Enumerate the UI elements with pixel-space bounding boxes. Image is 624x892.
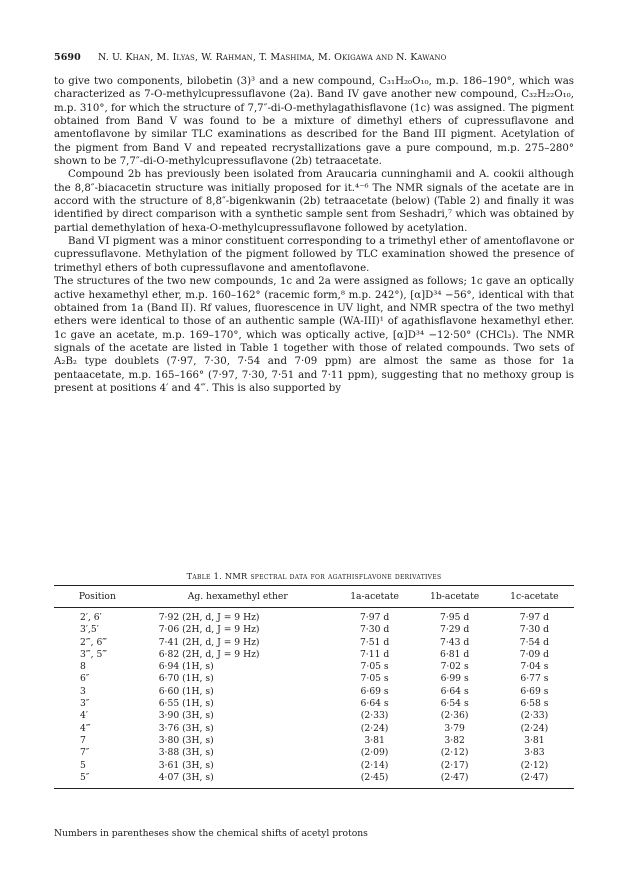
- table-cell: 6·99 s: [440, 673, 469, 685]
- body-text: [54, 75, 574, 395]
- position-cell: 4′: [80, 710, 88, 722]
- table-cell: (2·17): [440, 759, 469, 771]
- table-cell: 6·69 s: [520, 685, 549, 697]
- table-row: [54, 624, 574, 636]
- table-cell: 6·54 s: [440, 698, 469, 710]
- position-cell: 5: [80, 759, 86, 771]
- position-cell: 3′,5′: [80, 624, 99, 636]
- table-cell: (2·09): [360, 747, 389, 759]
- column-header: 1b-acetate: [414, 586, 494, 608]
- table-cell: 6·55 (1H, s): [158, 698, 214, 710]
- table-cell: 3·81: [364, 734, 385, 746]
- table-row: [54, 747, 574, 759]
- position-cell: 2‴, 6‴: [80, 636, 108, 648]
- table-cell: (2·24): [360, 722, 389, 734]
- position-cell: 7: [80, 734, 86, 746]
- table-cell: 7·97 d: [519, 612, 550, 623]
- column-header: 1a-acetate: [335, 586, 415, 608]
- paragraph: to give two components, bilobetin (3)³ and a new compound, C₃₁H₂₀O₁₀, m.p. 186–190°, which was characterized as 7-O-methylcupressuflavone (2a). Band IV gave another new compound, C₃₂H₂₂O₁₀, m.p. 310°, for which the structure of 7,7″-di-O-methylagathisflavone (1c) was assigned. The pigment obtained from Band V was found to be a mixture of dimethyl ethers of cupressuflavone and amentoflavone by similar TLC examinations as described for the Band III pigment. Acetylation of the pigment from Band V and repeated recrystallizations gave a pure compound, m.p. 275–280° shown to be 7,7″-di-O-methylcupressuflavone (2b) tetraacetate.: [54, 76, 574, 168]
- table-cell: 7·41 (2H, d, J = 9 Hz): [158, 636, 260, 648]
- table-cell: 7·92 (2H, d, J = 9 Hz): [158, 612, 260, 623]
- table-row: [54, 760, 574, 772]
- table-cell: (2·36): [440, 710, 469, 722]
- table-cell: 6·82 (2H, d, J = 9 Hz): [158, 648, 260, 660]
- position-cell: 5″: [80, 771, 90, 783]
- table-cell: 7·04 s: [520, 661, 549, 673]
- table-row: [54, 698, 574, 710]
- author-list: N. U. Khan, M. Ilyas, W. Rahman, T. Mashima, M. Okigawa and N. Kawano: [97, 52, 447, 63]
- paragraph: Compound 2b has previously been isolated from Araucaria cunninghamii and A. cookii although the 8,8″-biacacetin structure was initially proposed for it.⁴⁻⁶ The NMR signals of the acetate are in accord with the structure of 8,8″-bigenkwanin (2b) tetraacetate (below) (Table 2) and finally it was identified by direct comparison with a synthetic sample sent from Seshadri,⁷ which was obtained by partial demethylation of hexa-O-methylcupressuflavone followed by acetylation.: [54, 169, 574, 234]
- table-cell: 4·07 (3H, s): [158, 771, 214, 783]
- table-cell: (2·12): [440, 747, 469, 759]
- table-cell: (2·14): [360, 759, 389, 771]
- table-cell: (2·12): [520, 759, 549, 771]
- table-cell: (2·45): [360, 771, 389, 783]
- table-cell: 7·02 s: [440, 661, 469, 673]
- position-cell: 8: [80, 661, 86, 673]
- table-cell: 7·54 d: [519, 636, 550, 648]
- table-cell: 3·76 (3H, s): [158, 722, 214, 734]
- table-cell: 7·43 d: [439, 636, 470, 648]
- table-row: [54, 608, 574, 625]
- table-cell: 3·79: [444, 722, 465, 734]
- table-cell: 6·81 d: [439, 648, 470, 660]
- table-cell: 7·30 d: [519, 624, 550, 636]
- position-cell: 6″: [80, 673, 90, 685]
- position-cell: 3″: [80, 698, 90, 710]
- table-cell: 7·30 d: [359, 624, 390, 636]
- position-cell: 3‴, 5‴: [80, 648, 108, 660]
- nmr-data-table: [54, 585, 574, 789]
- table-cell: 6·70 (1H, s): [158, 673, 214, 685]
- table-cell: 3·81: [524, 734, 545, 746]
- table-header-row: [54, 586, 574, 608]
- table-cell: 7·11 d: [359, 648, 390, 660]
- table-row: [54, 649, 574, 661]
- table-cell: (2·47): [440, 771, 469, 783]
- page-number: 5690: [54, 52, 81, 63]
- table-footnote: Numbers in parentheses show the chemical shifts of acetyl protons: [54, 828, 368, 839]
- table-cell: 6·60 (1H, s): [158, 685, 214, 697]
- table-row: [54, 661, 574, 673]
- table-row: [54, 673, 574, 685]
- table-cell: (2·24): [520, 722, 549, 734]
- table-row: [54, 735, 574, 747]
- table-cell: 7·29 d: [439, 624, 470, 636]
- table-body: [54, 608, 574, 789]
- table-cell: 3·83: [524, 747, 545, 759]
- table-row: [54, 637, 574, 649]
- table-cell: 7·95 d: [439, 612, 470, 623]
- table-caption: Table 1. NMR spectral data for agathisflavone derivatives: [186, 571, 442, 581]
- table-cell: 6·64 s: [440, 685, 469, 697]
- table-cell: 6·69 s: [360, 685, 389, 697]
- table-cell: 3·80 (3H, s): [158, 734, 214, 746]
- column-header: 1c-acetate: [495, 586, 574, 608]
- table-cell: 3·82: [444, 734, 465, 746]
- table-cell: 3·88 (3H, s): [158, 747, 214, 759]
- position-cell: 2′, 6′: [80, 612, 102, 623]
- table-cell: 6·58 s: [520, 698, 549, 710]
- table-cell: 3·61 (3H, s): [158, 759, 214, 771]
- table-cell: 7·97 d: [359, 612, 390, 623]
- position-cell: 3: [80, 685, 86, 697]
- table-row: [54, 710, 574, 722]
- table-row: [54, 686, 574, 698]
- table-cell: (2·33): [360, 710, 389, 722]
- table-cell: 6·64 s: [360, 698, 389, 710]
- table-cell: 7·09 d: [519, 648, 550, 660]
- paragraph: The structures of the two new compounds, 1c and 2a were assigned as follows; 1c gave an optically active hexamethyl ether, m.p. 160–162° (racemic form,⁸ m.p. 242°), [α]D³⁴ −56°, identical with that obtained from 1a (Band II). Rf values, fluorescence in UV light, and NMR spectra of the two methyl ethers were identical to those of an authentic sample (WA-III)¹ of agathisflavone hexamethyl ether. 1c gave an acetate, m.p. 169–170°, which was optically active, [α]D³⁴ −12·50° (CHCl₃). The NMR signals of the acetate are listed in Table 1 together with those of related compounds. Two sets of A₂B₂ type doublets (7·97, 7·30, 7·54 and 7·09 ppm) are almost the same as those for 1a pentaacetate, m.p. 165–166° (7·97, 7·30, 7·51 and 7·11 ppm), suggesting that no methoxy group is present at positions 4′ and 4‴. This is also supported by: [54, 276, 574, 394]
- table-cell: 3·90 (3H, s): [158, 710, 214, 722]
- table-cell: 7·05 s: [360, 673, 389, 685]
- table-cell: 7·05 s: [360, 661, 389, 673]
- table-cell: 7·51 d: [359, 636, 390, 648]
- paragraph: Band VI pigment was a minor constituent corresponding to a trimethyl ether of amentoflavone or cupressuflavone. Methylation of the pigment followed by TLC examination showed the presence of trimethyl ethers of both cupressuflavone and amentoflavone.: [54, 236, 574, 274]
- nmr-table: [54, 585, 574, 789]
- table-cell: (2·33): [520, 710, 549, 722]
- table-cell: 7·06 (2H, d, J = 9 Hz): [158, 624, 260, 636]
- table-row: [54, 723, 574, 735]
- column-header: Ag. hexamethyl ether: [141, 586, 335, 608]
- column-header: Position: [54, 586, 141, 608]
- table-row: [54, 772, 574, 789]
- position-cell: 4‴: [80, 722, 91, 734]
- table-cell: 6·77 s: [520, 673, 549, 685]
- table-cell: 6·94 (1H, s): [158, 661, 214, 673]
- running-header: [54, 52, 574, 63]
- table-cell: (2·47): [520, 771, 549, 783]
- position-cell: 7″: [80, 747, 90, 759]
